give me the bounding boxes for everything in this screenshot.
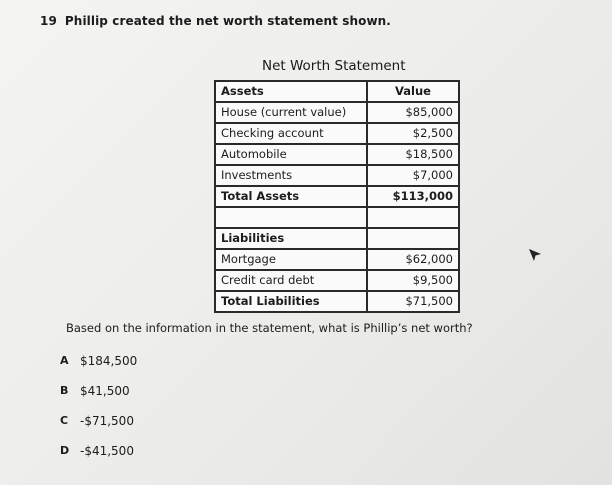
table-row bbox=[215, 102, 459, 123]
choice-b[interactable] bbox=[60, 384, 137, 414]
answer-choices bbox=[60, 354, 137, 474]
choice-d[interactable] bbox=[60, 444, 137, 474]
choice-a[interactable] bbox=[60, 354, 137, 384]
choice-c[interactable] bbox=[60, 414, 137, 444]
choice-letter: D bbox=[60, 444, 70, 457]
table-row bbox=[215, 123, 459, 144]
mouse-pointer-icon bbox=[528, 248, 542, 262]
blank-row bbox=[215, 207, 459, 228]
asset-label: Checking account bbox=[215, 123, 367, 144]
assets-header: Assets bbox=[215, 81, 367, 102]
question-prompt: Based on the information in the statement, what is Phillip’s net worth? bbox=[66, 321, 473, 335]
asset-label: House (current value) bbox=[215, 102, 367, 123]
question-number: 19 bbox=[40, 14, 57, 28]
total-assets-row bbox=[215, 186, 459, 207]
asset-value: $7,000 bbox=[367, 165, 459, 186]
choice-text: -$71,500 bbox=[80, 414, 134, 428]
liability-label: Mortgage bbox=[215, 249, 367, 270]
choice-letter: B bbox=[60, 384, 69, 397]
question-text: Phillip created the net worth statement shown. bbox=[64, 14, 391, 28]
table-row bbox=[215, 165, 459, 186]
choice-letter: C bbox=[60, 414, 69, 427]
total-liabilities-row bbox=[215, 291, 459, 312]
blank-cell bbox=[215, 207, 367, 228]
choice-text: $41,500 bbox=[80, 384, 130, 398]
asset-value: $2,500 bbox=[367, 123, 459, 144]
asset-value: $18,500 bbox=[367, 144, 459, 165]
table-row bbox=[215, 144, 459, 165]
net-worth-table bbox=[214, 80, 460, 313]
table-row bbox=[215, 249, 459, 270]
liabilities-header: Liabilities bbox=[215, 228, 367, 249]
table-title: Net Worth Statement bbox=[262, 58, 406, 74]
asset-value: $85,000 bbox=[367, 102, 459, 123]
liability-value: $62,000 bbox=[367, 249, 459, 270]
total-assets-label: Total Assets bbox=[215, 186, 367, 207]
total-assets-value: $113,000 bbox=[367, 186, 459, 207]
blank-cell bbox=[367, 207, 459, 228]
asset-label: Automobile bbox=[215, 144, 367, 165]
choice-text: $184,500 bbox=[80, 354, 138, 368]
choice-letter: A bbox=[60, 354, 69, 367]
liability-label: Credit card debt bbox=[215, 270, 367, 291]
question-stem bbox=[40, 14, 391, 28]
total-liabilities-label: Total Liabilities bbox=[215, 291, 367, 312]
table-header-row bbox=[215, 81, 459, 102]
asset-label: Investments bbox=[215, 165, 367, 186]
choice-text: -$41,500 bbox=[80, 444, 134, 458]
table-row bbox=[215, 270, 459, 291]
liability-value: $9,500 bbox=[367, 270, 459, 291]
liabilities-header-row bbox=[215, 228, 459, 249]
blank-cell bbox=[367, 228, 459, 249]
total-liabilities-value: $71,500 bbox=[367, 291, 459, 312]
value-header: Value bbox=[367, 81, 459, 102]
